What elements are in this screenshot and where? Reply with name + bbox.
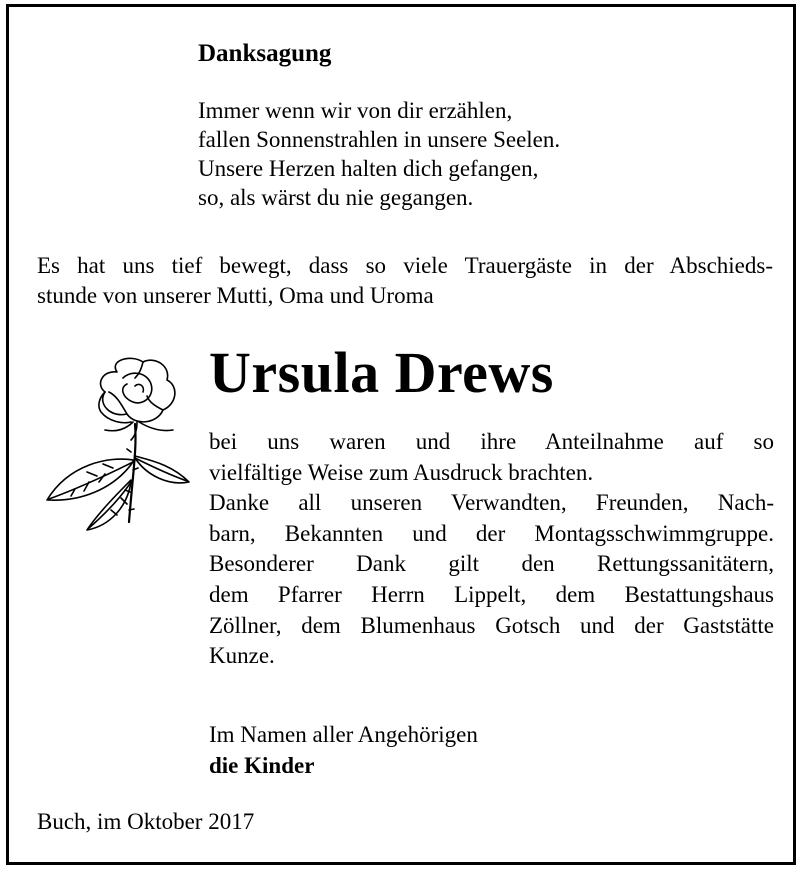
signature-line: Im Namen aller Angehörigen	[209, 722, 478, 747]
intro-line: stunde von unserer Mutti, Oma und Uroma	[37, 283, 434, 308]
thanks-text	[209, 427, 774, 672]
poem-line: so, als wärst du nie gegangen.	[198, 185, 474, 210]
place-date: Buch, im Oktober 2017	[37, 809, 255, 834]
rose-icon	[39, 352, 209, 532]
thanks-line: barn, Bekannten und der Montagsschwimmgruppe.	[209, 520, 774, 546]
thanks-line: vielfältige Weise zum Ausdruck brachten.	[209, 459, 594, 485]
signer: die Kinder	[209, 753, 315, 778]
deceased-name: Ursula Drews	[209, 340, 554, 405]
notice-heading: Danksagung	[198, 40, 332, 67]
thanks-line: dem Pfarrer Herrn Lippelt, dem Bestattungshaus	[209, 581, 774, 607]
signature-block	[209, 719, 478, 781]
thanks-line: Danke all unseren Verwandten, Freunden, Nach-	[209, 490, 774, 516]
poem-line: fallen Sonnenstrahlen in unsere Seelen.	[198, 127, 561, 152]
intro-text	[37, 251, 773, 311]
thanks-line: Zöllner, dem Blumenhaus Gotsch und der Gaststätte	[209, 612, 774, 638]
thanks-line: Kunze.	[209, 643, 275, 669]
thanks-line: bei uns waren und ihre Anteilnahme auf so	[209, 429, 774, 454]
poem-line: Unsere Herzen halten dich gefangen,	[198, 156, 539, 181]
poem-line: Immer wenn wir von dir erzählen,	[198, 98, 513, 123]
poem	[198, 96, 560, 212]
intro-line: Es hat uns tief bewegt, dass so viele Trauergäste in der Abschieds-	[37, 253, 773, 278]
thanks-line: Besonderer Dank gilt den Rettungssanitätern,	[209, 551, 774, 577]
obituary-notice	[6, 4, 796, 865]
